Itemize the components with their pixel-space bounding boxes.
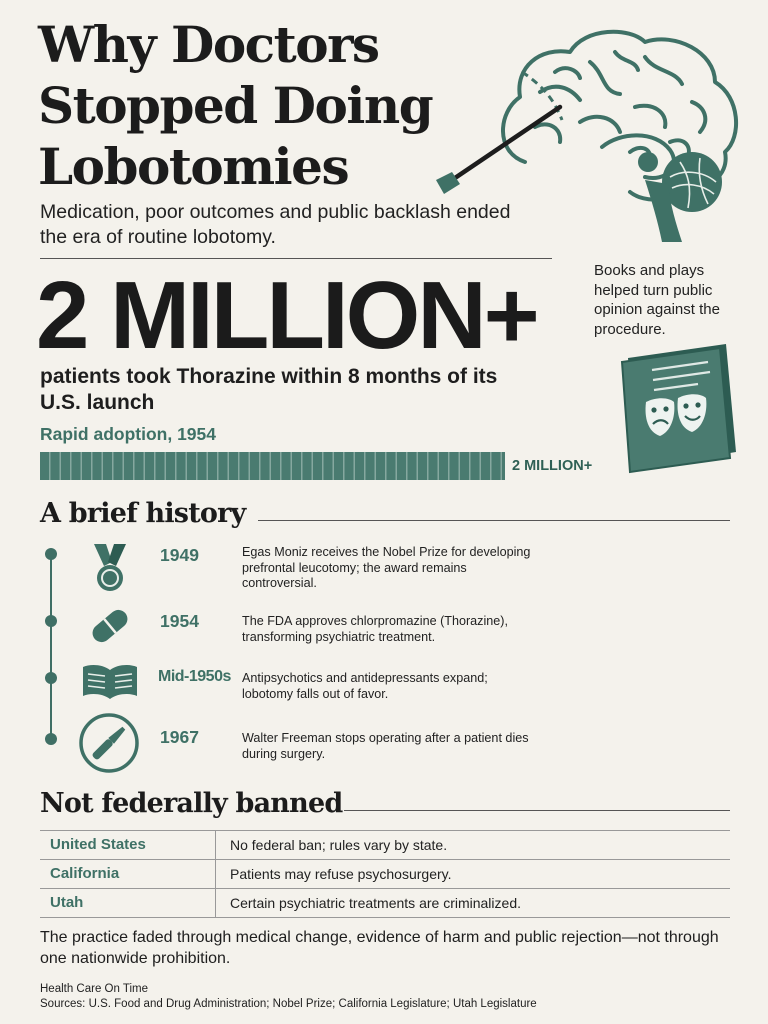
pill-icon bbox=[86, 604, 134, 648]
table-row bbox=[40, 859, 730, 888]
table-cell-detail: No federal ban; rules vary by state. bbox=[230, 837, 448, 853]
ban-heading: Not federally banned bbox=[40, 788, 343, 819]
timeline-year: 1967 bbox=[160, 727, 199, 747]
big-stat-value: 2 MILLION+ bbox=[36, 262, 537, 369]
table-cell-detail: Patients may refuse psychosurgery. bbox=[230, 866, 452, 882]
timeline-text: Antipsychotics and antidepressants expand; lobotomy falls out of favor. bbox=[242, 671, 488, 701]
timeline-year: Mid-1950s bbox=[158, 668, 231, 685]
header-divider bbox=[40, 258, 552, 259]
timeline-year: 1954 bbox=[160, 611, 199, 631]
ban-table bbox=[40, 830, 730, 918]
adoption-bar bbox=[40, 452, 505, 480]
history-divider bbox=[258, 520, 730, 521]
medal-icon bbox=[88, 542, 132, 594]
ban-divider bbox=[344, 810, 730, 811]
big-stat-description: patients took Thorazine within 8 months of its U.S. launch bbox=[40, 365, 498, 414]
theatre-book-icon bbox=[618, 340, 742, 480]
table-cell-place: Utah bbox=[40, 889, 216, 917]
timeline-dot bbox=[45, 672, 57, 684]
sources-line bbox=[40, 998, 537, 1010]
conclusion-text: The practice faded through medical change, evidence of harm and public rejection—not through one nationwide prohibition. bbox=[40, 929, 719, 967]
timeline-dot bbox=[45, 548, 57, 560]
side-note: Books and plays helped turn public opinion against the procedure. bbox=[594, 262, 720, 338]
table-row bbox=[40, 888, 730, 918]
adoption-bar-label: 2 MILLION+ bbox=[512, 458, 593, 474]
history-heading: A brief history bbox=[40, 498, 246, 529]
timeline-dot bbox=[45, 733, 57, 745]
publisher-name: Health Care On Time bbox=[40, 983, 149, 995]
open-book-icon bbox=[80, 662, 140, 702]
timeline-text: The FDA approves chlorpromazine (Thorazine), transforming psychiatric treatment. bbox=[242, 614, 508, 644]
scalpel-icon bbox=[78, 712, 140, 774]
timeline-year: 1949 bbox=[160, 545, 199, 565]
table-cell-place: United States bbox=[40, 831, 216, 859]
table-cell-place: California bbox=[40, 860, 216, 888]
timeline-text: Egas Moniz receives the Nobel Prize for developing prefrontal leucotomy; the award remains controversial. bbox=[242, 545, 531, 590]
page-subtitle: Medication, poor outcomes and public backlash ended the era of routine lobotomy. bbox=[40, 201, 511, 248]
sources-list: U.S. Food and Drug Administration; Nobel Prize; California Legislature; Utah Legislature bbox=[88, 998, 537, 1010]
adoption-label: Rapid adoption, 1954 bbox=[40, 424, 216, 444]
table-row bbox=[40, 830, 730, 859]
page-title: Why Doctors Stopped Doing Lobotomies bbox=[38, 15, 433, 196]
timeline-line bbox=[50, 552, 52, 740]
timeline-text: Walter Freeman stops operating after a patient dies during surgery. bbox=[242, 731, 529, 761]
sources-label: Sources: bbox=[40, 998, 86, 1010]
table-cell-detail: Certain psychiatric treatments are criminalized. bbox=[230, 895, 521, 911]
timeline-dot bbox=[45, 615, 57, 627]
